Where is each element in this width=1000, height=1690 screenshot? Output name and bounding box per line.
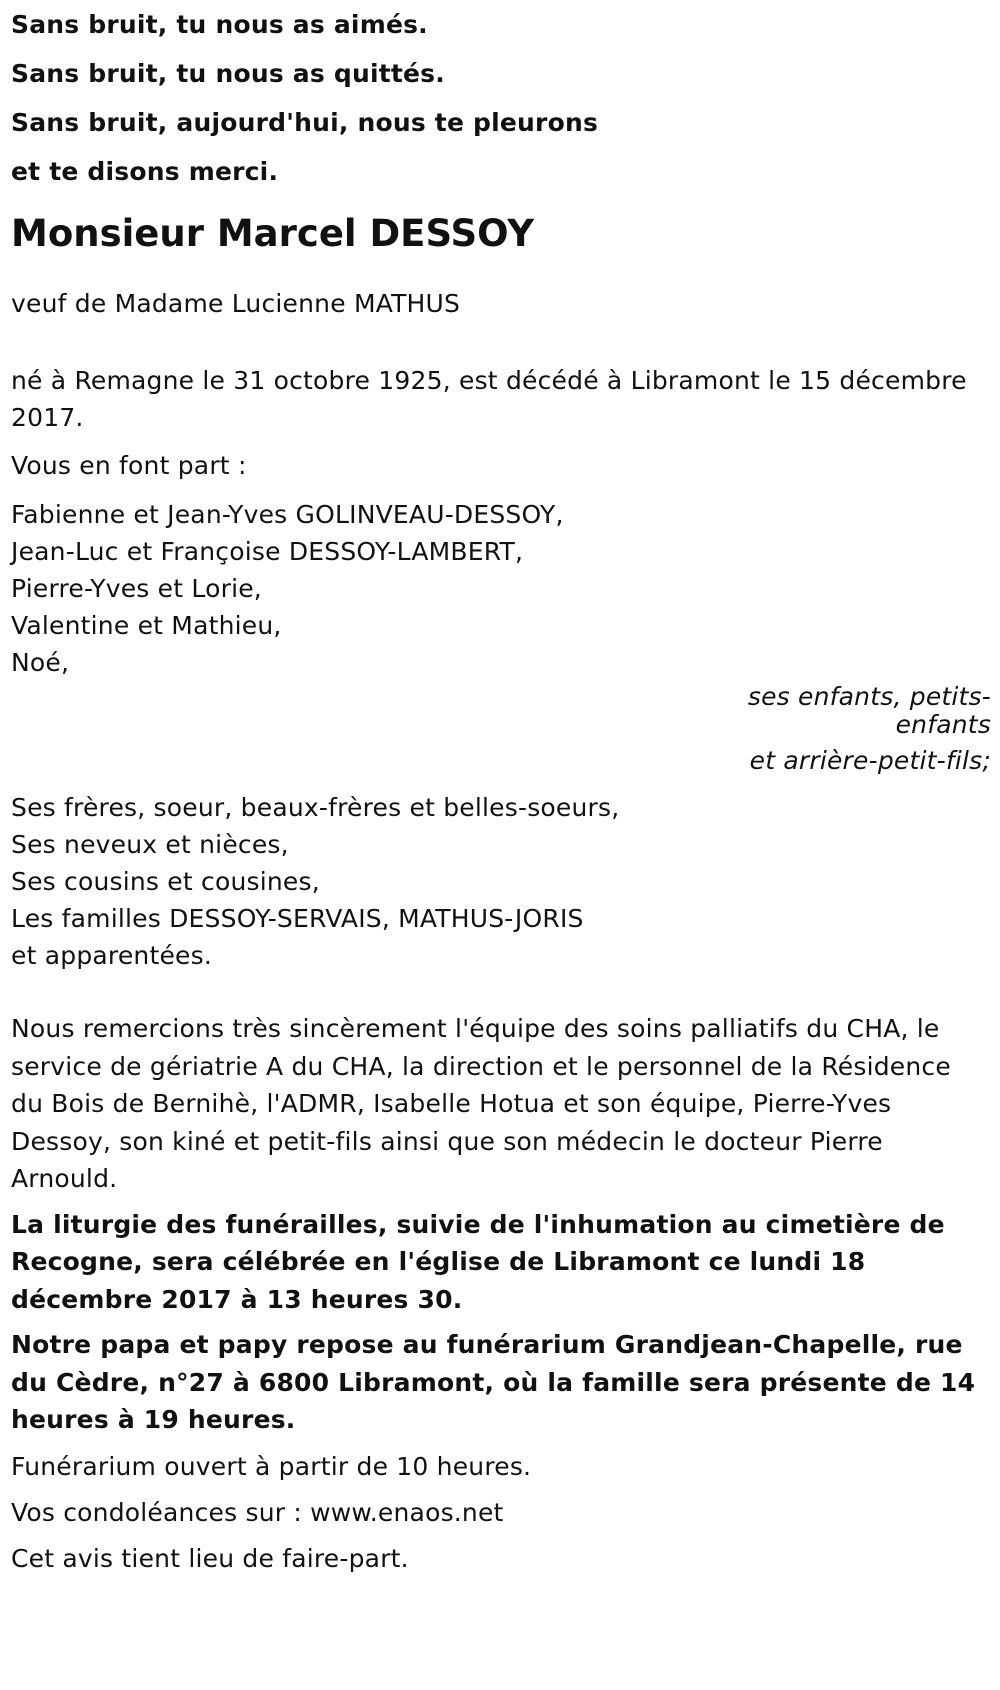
widower-of: veuf de Madame Lucienne MATHUS — [11, 289, 461, 318]
list-item: Valentine et Mathieu, — [11, 611, 282, 640]
condolences-line: Vos condoléances sur : www.enaos.net — [11, 1497, 504, 1527]
children-role-line-1: ses enfants, petits-enfants — [747, 682, 991, 739]
children-role-line-2: et arrière-petit-fils; — [749, 746, 991, 775]
list-item: Ses cousins et cousines, — [11, 867, 320, 896]
notice-line: Cet avis tient lieu de faire-part. — [11, 1543, 409, 1573]
funerarium-hours: Funérarium ouvert à partir de 10 heures. — [11, 1451, 532, 1481]
poem-line-3: Sans bruit, aujourd'hui, nous te pleurons — [11, 108, 599, 137]
list-item: Ses frères, soeur, beaux-frères et belles-soeurs, — [11, 793, 620, 822]
obituary-document — [11, 0, 991, 1579]
list-item: Les familles DESSOY-SERVAIS, MATHUS-JORIS — [11, 904, 584, 933]
thanks-paragraph: Nous remercions très sincèrement l'équipe des soins palliatifs du CHA, le service de gériatrie A du CHA, la direction et le personnel de la Résidence du Bois de Bernihè, l'ADMR, Isabelle Hotua et son équipe, Pierre-Yves Dessoy, son kiné et petit-fils ainsi que son médecin le docteur Pierre Arnould. — [11, 1014, 951, 1193]
deceased-name: Monsieur Marcel DESSOY — [11, 212, 535, 255]
children-list — [11, 496, 991, 681]
poem-line-1: Sans bruit, tu nous as aimés. — [11, 10, 428, 39]
list-item: Fabienne et Jean-Yves GOLINVEAU-DESSOY, — [11, 500, 564, 529]
list-item: Jean-Luc et Françoise DESSOY-LAMBERT, — [11, 537, 524, 566]
relatives-list — [11, 789, 991, 974]
funerarium-paragraph: Notre papa et papy repose au funérarium Grandjean-Chapelle, rue du Cèdre, n°27 à 6800 Libramont, où la famille sera présente de 14 heures à 19 heures. — [11, 1330, 976, 1434]
opening-poem — [11, 0, 991, 196]
liturgy-paragraph: La liturgie des funérailles, suivie de l'inhumation au cimetière de Recogne, sera célébrée en l'église de Libramont ce lundi 18 décembre 2017 à 13 heures 30. — [11, 1209, 945, 1314]
poem-line-2: Sans bruit, tu nous as quittés. — [11, 59, 445, 88]
list-item: et apparentées. — [11, 941, 212, 970]
announcement-intro: Vous en font part : — [11, 451, 247, 480]
birth-death-statement: né à Remagne le 31 octobre 1925, est décédé à Libramont le 15 décembre 2017. — [11, 366, 967, 432]
list-item: Ses neveux et nièces, — [11, 830, 289, 859]
list-item: Noé, — [11, 648, 70, 677]
list-item: Pierre-Yves et Lorie, — [11, 574, 262, 603]
poem-line-4: et te disons merci. — [11, 157, 279, 186]
children-role — [11, 681, 991, 775]
